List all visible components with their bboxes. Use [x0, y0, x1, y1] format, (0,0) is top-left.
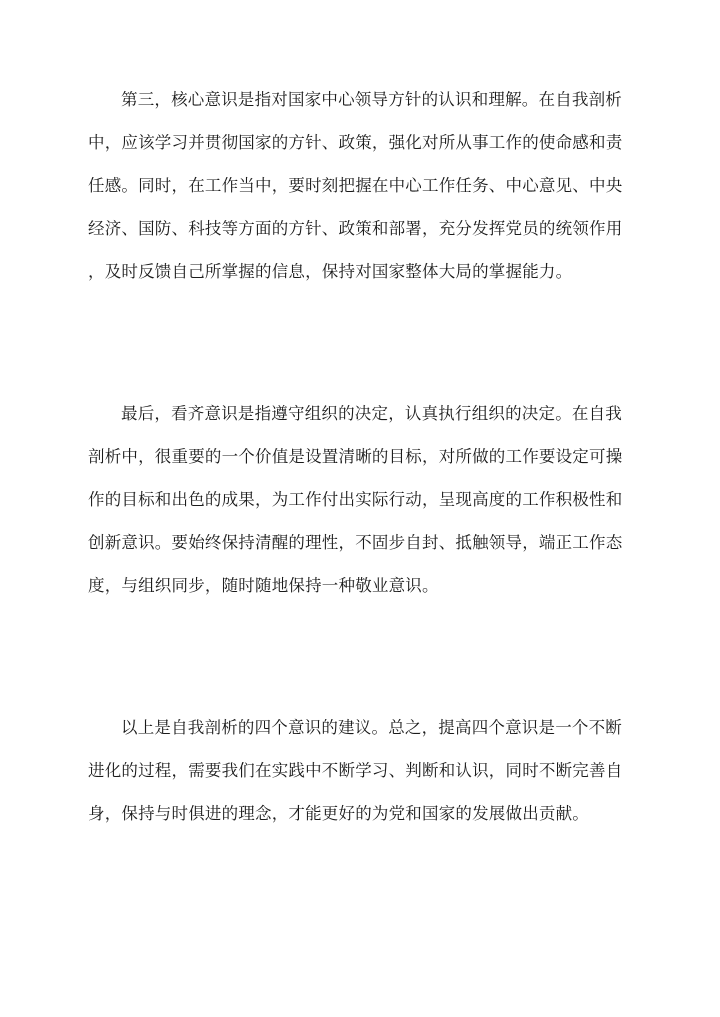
text-line: 进化的过程，需要我们在实践中不断学习、判断和认识，同时不断完善自: [88, 761, 623, 780]
text-line: 剖析中，很重要的一个价值是设置清晰的目标，对所做的工作要设定可操: [88, 447, 623, 466]
text-line: 创新意识。要始终保持清醒的理性，不固步自封、抵触领导，端正工作态: [88, 533, 623, 552]
document-body: [88, 78, 634, 835]
text-line: 最后，看齐意识是指遵守组织的决定，认真执行组织的决定。在自我: [121, 404, 622, 423]
text-line: 作的目标和出色的成果，为工作付出实际行动，呈现高度的工作积极性和: [88, 490, 623, 509]
paragraph-spacer: [88, 607, 634, 706]
text-line: 经济、国防、科技等方面的方针、政策和部署，充分发挥党员的统领作用: [88, 219, 623, 238]
text-line: 身，保持与时俱进的理念，才能更好的为党和国家的发展做出贡献。: [88, 804, 589, 823]
paragraph-spacer: [88, 293, 634, 392]
text-line: 第三，核心意识是指对国家中心领导方针的认识和理解。在自我剖析: [121, 90, 622, 109]
text-line: 以上是自我剖析的四个意识的建议。总之，提高四个意识是一个不断: [121, 718, 622, 737]
paragraph-core-awareness: [88, 78, 634, 293]
text-line: ，及时反馈自己所掌握的信息，保持对国家整体大局的掌握能力。: [88, 262, 573, 281]
paragraph-conclusion: [88, 706, 634, 835]
text-line: 任感。同时，在工作当中，要时刻把握在中心工作任务、中心意见、中央: [88, 176, 623, 195]
paragraph-alignment-awareness: [88, 392, 634, 607]
text-line: 度，与组织同步，随时随地保持一种敬业意识。: [88, 576, 439, 595]
text-line: 中，应该学习并贯彻国家的方针、政策，强化对所从事工作的使命感和责: [88, 133, 623, 152]
